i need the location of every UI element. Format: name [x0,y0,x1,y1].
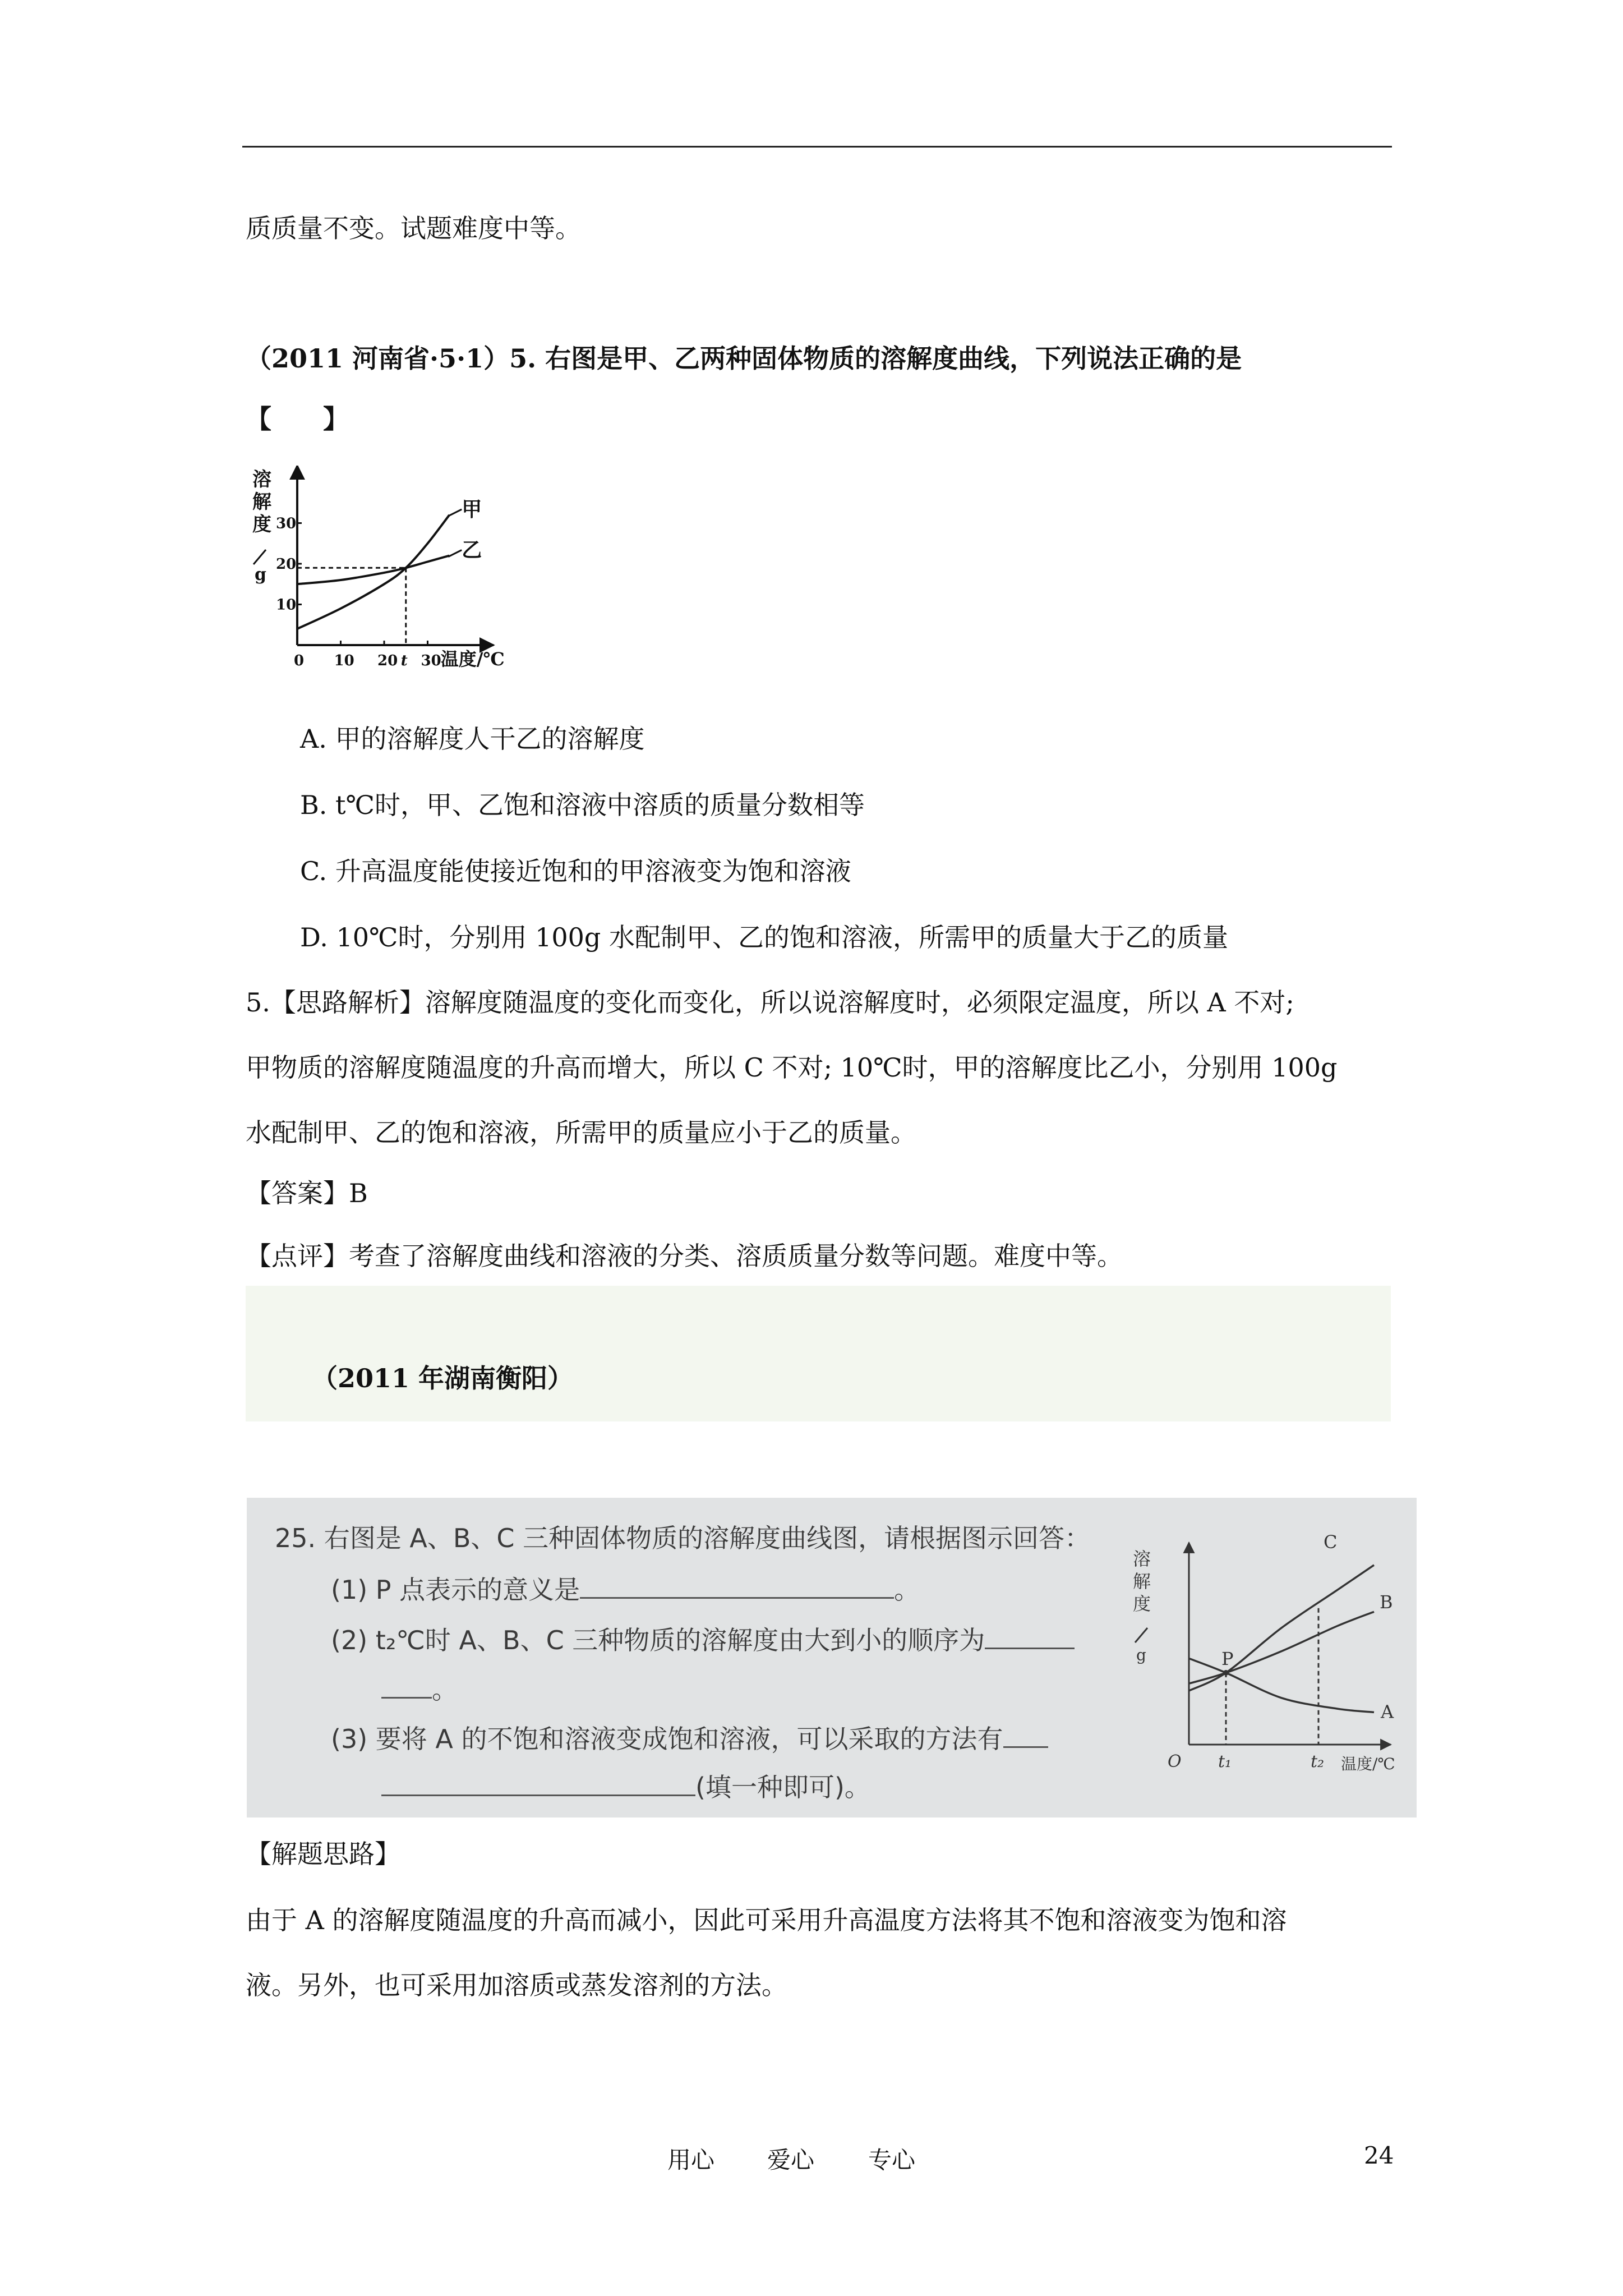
solubility-chart-1 [247,466,538,690]
series-label-2: 乙 [462,538,482,562]
analysis-line-2: 甲物质的溶解度随温度的升高而增大，所以 C 不对; 10℃时，甲的溶解度比乙小，分别用 100g [246,1052,1338,1083]
question-photo [247,1498,1417,1818]
series-line-B [1189,1612,1374,1683]
y-label-slash [1135,1628,1147,1642]
option-d: D. 10℃时，分别用 100g 水配制甲、乙的饱和溶液，所需甲的质量大于乙的质量 [300,922,1228,953]
analysis-line-1: 5.【思路解析】溶解度随温度的变化而变化，所以说溶解度时，必须限定温度，所以 A 不对; [246,987,1294,1018]
option-a: A. 甲的溶解度人干乙的溶解度 [300,724,645,754]
answer-blank-2 [985,1648,1075,1649]
photo-line-5 [331,1719,1048,1756]
y-label-unit: g [255,565,266,585]
series-label-1: 甲 [462,498,482,521]
y-tick-label: 30 [276,515,297,532]
x-tick-label: 10 [334,652,354,669]
solution-title: 【解题思路】 [246,1839,400,1869]
header-rule [242,146,1392,148]
series-label-A: A [1381,1701,1394,1723]
x-tick-label: 20 [377,652,398,669]
photo-line-6 [381,1767,870,1804]
page-number: 24 [1364,2142,1394,2169]
y-tick-label: 10 [276,596,297,614]
t-label: t [400,652,408,669]
answer-blank-3 [1003,1746,1048,1748]
option-b: B. t℃时，甲、乙饱和溶液中溶质的质量分数相等 [300,790,865,820]
solubility-chart-2 [1122,1531,1402,1801]
y-label-char: 解 [1133,1571,1151,1592]
comment-text: 【点评】考查了溶解度曲线和溶液的分类、溶质质量分数等问题。难度中等。 [246,1241,1123,1271]
x-tick-label: 30 [421,652,441,669]
photo-line-3 [331,1620,1075,1657]
series-line-A [1189,1658,1374,1712]
photo-line-4 [381,1669,458,1706]
x-axis-label: 温度/℃ [440,648,505,670]
solution-line-1: 由于 A 的溶解度随温度的升高而减小，因此可采用升高温度方法将其不饱和溶液变为饱和溶 [246,1905,1287,1935]
point-p [1223,1670,1229,1676]
y-label-unit: g [1136,1646,1146,1664]
series-label-B: B [1380,1591,1393,1613]
continuation-text: 质质量不变。试题难度中等。 [246,213,581,243]
footer-word-1: 用心 [667,2146,715,2174]
answer-blank-1 [580,1597,894,1599]
y-label-char: 溶 [1133,1548,1151,1570]
source-title: （2011 年湖南衡阳） [312,1363,574,1393]
series-line-C [1189,1565,1374,1691]
photo-line-2-text: (1) P 点表示的意义是 [331,1575,580,1605]
x-tick-label: 0 [294,652,305,669]
answer-blank-3b [381,1795,695,1796]
series-label-C: C [1324,1531,1338,1553]
series-leader-2 [448,550,462,557]
y-label-slash [253,550,266,564]
photo-line-6-end: (填一种即可)。 [695,1772,870,1802]
origin-label: O [1168,1752,1182,1772]
y-tick-label: 20 [276,556,297,573]
y-label-char: 度 [1133,1593,1151,1614]
y-label-char: 解 [252,491,271,513]
footer-word-3: 专心 [868,2146,916,2174]
photo-line-5-text: (3) 要将 A 的不饱和溶液变成饱和溶液，可以采取的方法有 [331,1724,1003,1754]
source-box [246,1286,1391,1421]
series-leader-1 [448,509,462,516]
x-axis-label: 温度/℃ [1341,1755,1395,1773]
answer-blank-2b [381,1697,432,1699]
photo-line-1: 25. 右图是 A、B、C 三种固体物质的溶解度曲线图，请根据图示回答： [275,1523,1091,1553]
series-line-1 [297,515,449,629]
photo-line-4-end: 。 [432,1674,458,1705]
photo-line-2 [331,1570,920,1607]
answer-text: 【答案】B [246,1178,368,1208]
answer-bracket: 【 】 [246,404,349,434]
footer-word-2: 爱心 [767,2146,815,2174]
photo-line-3-text: (2) t₂℃时 A、B、C 三种物质的溶解度由大到小的顺序为 [331,1625,985,1655]
y-label-char: 溶 [252,468,271,491]
solution-line-2: 液。另外，也可采用加溶质或蒸发溶剂的方法。 [246,1970,787,2000]
series-line-2 [297,556,449,585]
option-c: C. 升高温度能使接近饱和的甲溶液变为饱和溶液 [300,856,851,886]
question-heading: （2011 河南省·5·1）5. 右图是甲、乙两种固体物质的溶解度曲线，下列说法正确的是 [246,343,1242,374]
photo-line-2-end: 。 [894,1575,920,1605]
point-p-label: P [1221,1648,1234,1669]
t2-label: t₂ [1311,1752,1325,1772]
y-label-char: 度 [252,513,271,536]
t1-label: t₁ [1218,1752,1232,1772]
analysis-line-3: 水配制甲、乙的饱和溶液，所需甲的质量应小于乙的质量。 [246,1117,916,1148]
